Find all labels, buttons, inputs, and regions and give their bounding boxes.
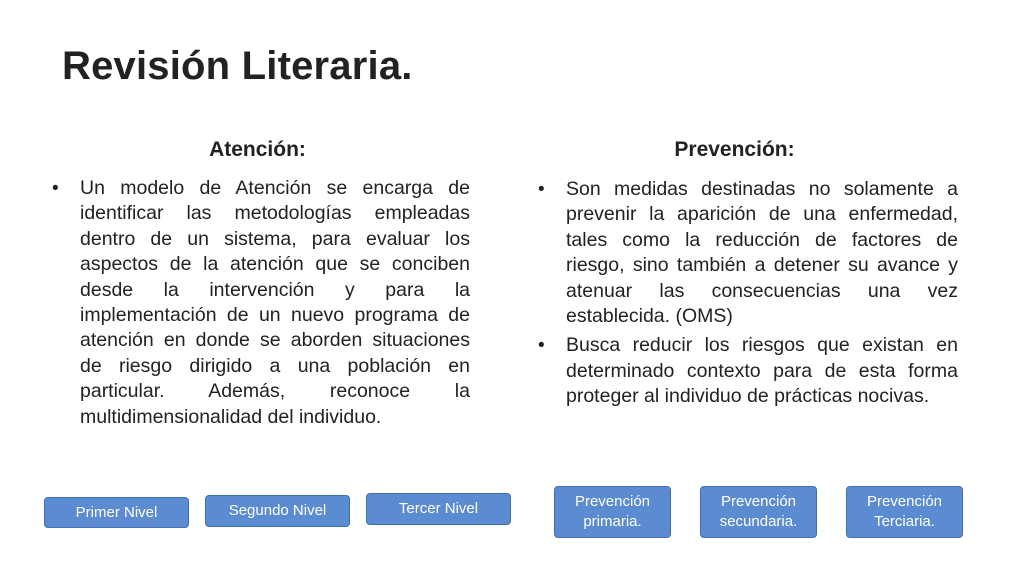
prevencion-bullet: [538, 333, 958, 409]
atencion-bullet: [52, 176, 470, 430]
bullet-icon: •: [538, 179, 545, 200]
bullet-icon: •: [538, 335, 545, 357]
prevencion-bullet-text: Busca reducir los riesgos que existan en determinado contexto para de esta forma proteger al individuo de prácticas nocivas.: [566, 334, 958, 408]
prevencion-bullet-text: Son medidas destinadas no solamente a prevenir la aparición de una enfermedad, tales como la reducción de factores de riesgo, sino también a detener su avance y atenuar las consecuencias una vez establecida. (OMS): [566, 178, 958, 328]
prevencion-heading: Prevención:: [674, 138, 795, 161]
primer-nivel-button[interactable]: Primer Nivel: [44, 497, 189, 528]
prevencion-primaria-button[interactable]: Prevención primaria.: [554, 486, 671, 538]
prevencion-bullet: [538, 177, 958, 329]
bullet-icon: •: [52, 178, 59, 199]
segundo-nivel-button[interactable]: Segundo Nivel: [205, 495, 350, 527]
prevencion-terciaria-button[interactable]: Prevención Terciaria.: [846, 486, 963, 538]
slide-title: Revisión Literaria.: [62, 44, 413, 88]
atencion-heading: Atención:: [209, 138, 306, 161]
tercer-nivel-button[interactable]: Tercer Nivel: [366, 493, 511, 525]
prevencion-bullet-list: [538, 177, 958, 414]
atencion-bullet-list: [52, 176, 470, 434]
atencion-bullet-text: Un modelo de Atención se encarga de identificar las metodologías empleadas dentro de un sistema, para evaluar los aspectos de la atención que se conciben desde la intervención y para la implementación de un nuevo programa de atención en donde se aborden situaciones de riesgo dirigido a una población en particular. Además, reconoce la multidimensionalidad del individuo.: [80, 177, 470, 428]
prevencion-secundaria-button[interactable]: Prevención secundaria.: [700, 486, 817, 538]
